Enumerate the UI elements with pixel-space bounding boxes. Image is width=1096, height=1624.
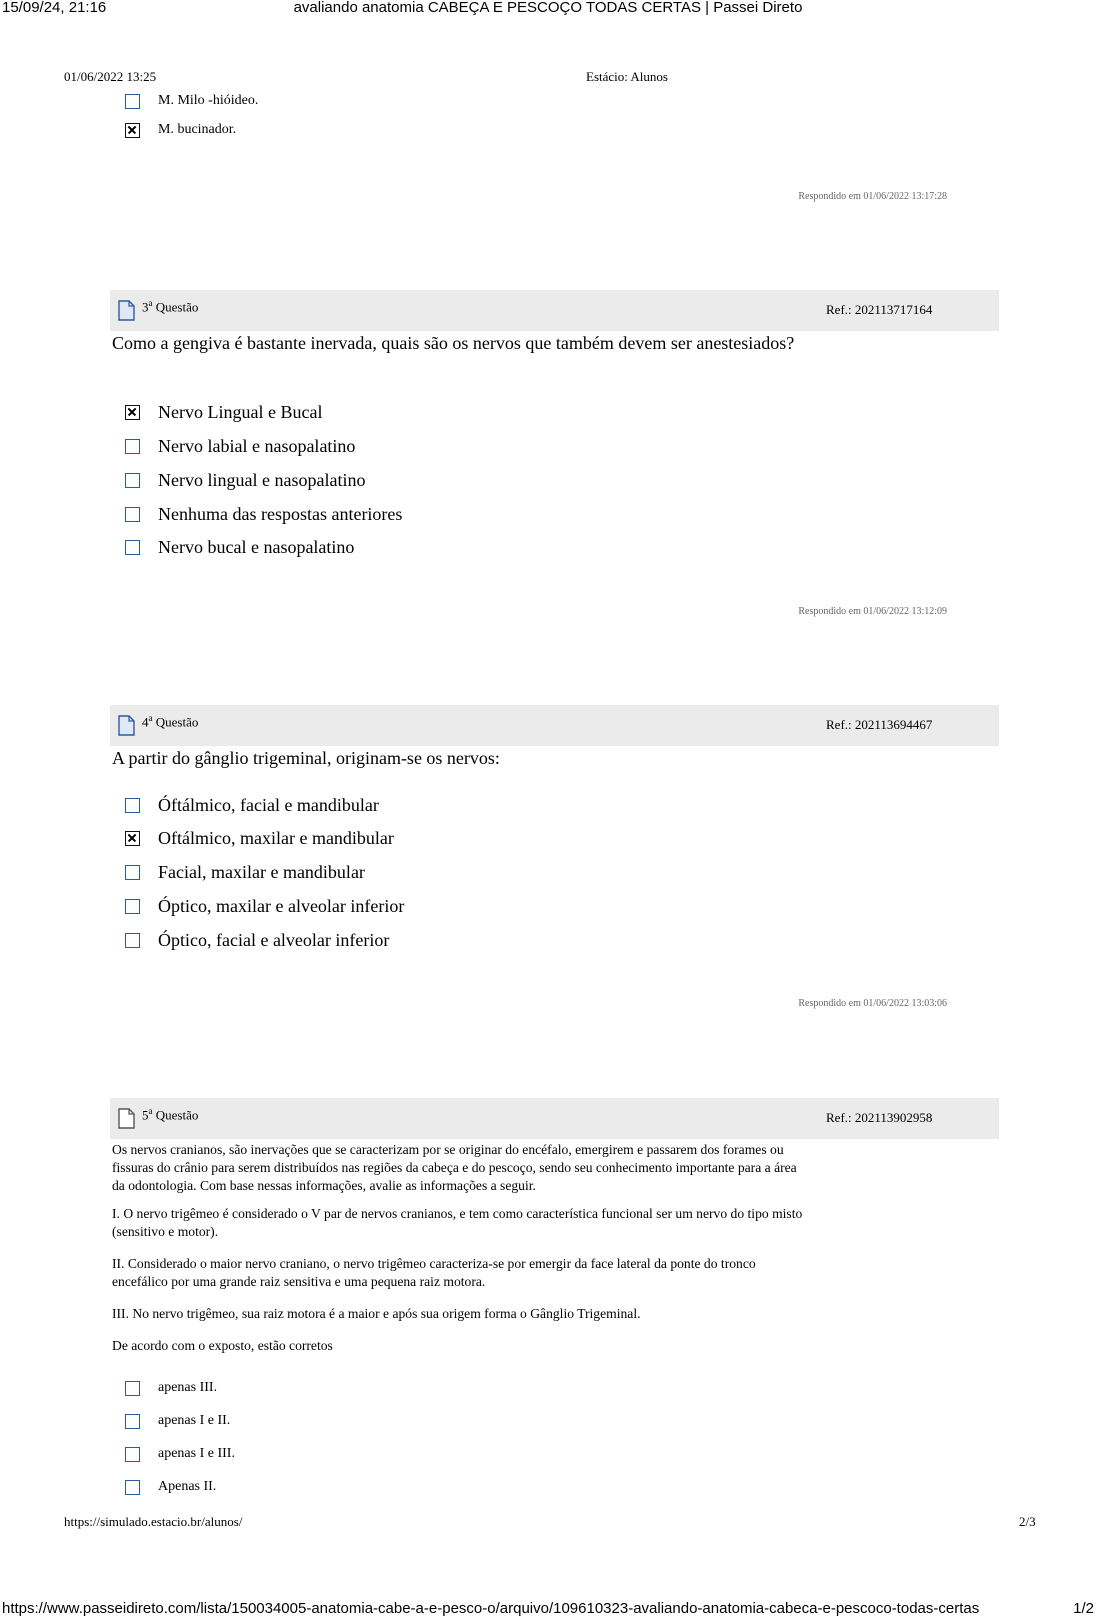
checkbox-icon bbox=[125, 899, 140, 914]
checkbox-icon bbox=[125, 865, 140, 880]
q3-option[interactable] bbox=[125, 535, 354, 559]
checkbox-icon bbox=[125, 439, 140, 454]
print-footer-page: 1/2 bbox=[1073, 1600, 1094, 1617]
checked-checkbox-icon bbox=[125, 831, 140, 846]
question-statement: I. O nervo trigêmeo é considerado o V par de nervos cranianos, e tem como característica funcional ser um nervo do tipo misto (sensitivo e motor). bbox=[112, 1206, 803, 1239]
print-page-title: avaliando anatomia CABEÇA E PESCOÇO TODAS CERTAS | Passei Direto bbox=[293, 0, 803, 16]
q5-option-label: Apenas II. bbox=[158, 1479, 217, 1494]
question-statement: III. No nervo trigêmeo, sua raiz motora é a maior e após sua origem forma o Gânglio Trigeminal. bbox=[112, 1306, 641, 1321]
q2-answered-timestamp: Respondido em 01/06/2022 13:17:28 bbox=[798, 191, 947, 202]
q5-option[interactable] bbox=[125, 1409, 230, 1433]
question-header-bar bbox=[110, 290, 999, 331]
q3-option-label: Nervo bucal e nasopalatino bbox=[158, 536, 355, 557]
q5-option-label: apenas I e II. bbox=[158, 1413, 231, 1428]
print-footer bbox=[0, 1600, 1096, 1622]
q4-option[interactable] bbox=[125, 928, 389, 952]
q4-option-label: Óptico, maxilar e alveolar inferior bbox=[158, 895, 405, 916]
q2-option-label: M. bucinador. bbox=[158, 122, 237, 137]
q2-option-label: M. Milo -hióideo. bbox=[158, 93, 259, 108]
q5-option[interactable] bbox=[125, 1376, 217, 1400]
q3-option[interactable] bbox=[125, 434, 355, 458]
checkbox-icon bbox=[125, 1414, 140, 1429]
question-number: 5$^a$ Questão bbox=[142, 1106, 199, 1123]
q4-answered-timestamp: Respondido em 01/06/2022 13:03:06 bbox=[798, 998, 947, 1009]
question-text: A partir do gânglio trigeminal, originam-se os nervos: bbox=[112, 748, 500, 768]
q3-option-label: Nervo Lingual e Bucal bbox=[158, 401, 323, 422]
question-statement: II. Considerado o maior nervo craniano, o nervo trigêmeo caracteriza-se por emergir da face lateral da ponte do tronco encefálico por uma grande raiz sensitiva e uma pequena raiz motora. bbox=[112, 1256, 756, 1289]
doc-site-name: Estácio: Alunos bbox=[586, 69, 668, 84]
document-icon bbox=[118, 715, 135, 736]
question-ref: Ref.: 202113902958 bbox=[826, 1110, 933, 1125]
question-paragraph: Os nervos cranianos, são inervações que se caracterizam por se originar do encéfalo, emergirem e passarem dos forames ou fissuras do crânio para serem distribuídos nas regiões da cabeça e do pescoço, sendo seu conhecimento importante para a área da odontologia. Com base nessas informações, avalie as informações a seguir. bbox=[112, 1142, 797, 1193]
checkbox-icon bbox=[125, 473, 140, 488]
q4-option-label: Óftálmico, facial e mandibular bbox=[158, 794, 379, 815]
question-header-bar bbox=[110, 1098, 999, 1139]
q3-option[interactable] bbox=[125, 468, 365, 492]
checkbox-icon bbox=[125, 1480, 140, 1495]
checked-checkbox-icon bbox=[125, 405, 140, 420]
q5-option-label: apenas I e III. bbox=[158, 1446, 235, 1461]
q2-option[interactable] bbox=[125, 118, 236, 142]
checkbox-icon bbox=[125, 94, 140, 109]
q4-option-label: Oftálmico, maxilar e mandibular bbox=[158, 827, 394, 848]
question-ref: Ref.: 202113717164 bbox=[826, 302, 933, 317]
q3-answered-timestamp: Respondido em 01/06/2022 13:12:09 bbox=[798, 606, 947, 617]
question-number: 4$^a$ Questão bbox=[142, 713, 199, 730]
q5-option[interactable] bbox=[125, 1442, 235, 1466]
print-header bbox=[0, 0, 1096, 18]
print-footer-url: https://www.passeidireto.com/lista/150034005-anatomia-cabe-a-e-pesco-o/arquivo/109610323-avaliando-anatomia-cabeca-e-pescoco-todas-certas bbox=[2, 1600, 980, 1617]
q3-option-label: Nervo labial e nasopalatino bbox=[158, 435, 356, 456]
checkbox-icon bbox=[125, 933, 140, 948]
q4-option[interactable] bbox=[125, 894, 404, 918]
doc-footer-page: 2/3 bbox=[1019, 1514, 1036, 1529]
question-text: Como a gengiva é bastante inervada, quais são os nervos que também devem ser anestesiados? bbox=[112, 333, 795, 353]
q4-option[interactable] bbox=[125, 860, 365, 884]
document-icon bbox=[118, 300, 135, 321]
q4-option[interactable] bbox=[125, 793, 379, 817]
question-ref: Ref.: 202113694467 bbox=[826, 717, 933, 732]
doc-datetime: 01/06/2022 13:25 bbox=[64, 69, 157, 84]
checked-checkbox-icon bbox=[125, 123, 140, 138]
q5-option-label: apenas III. bbox=[158, 1380, 218, 1395]
q4-option[interactable] bbox=[125, 826, 394, 850]
checkbox-icon bbox=[125, 798, 140, 813]
q3-option-label: Nenhuma das respostas anteriores bbox=[158, 503, 403, 524]
q3-option-label: Nervo lingual e nasopalatino bbox=[158, 469, 366, 490]
question-number: 3$^a$ Questão bbox=[142, 298, 199, 315]
checkbox-icon bbox=[125, 1381, 140, 1396]
q2-option[interactable] bbox=[125, 89, 258, 113]
q5-option[interactable] bbox=[125, 1475, 216, 1499]
q3-option[interactable] bbox=[125, 400, 322, 424]
q4-option-label: Óptico, facial e alveolar inferior bbox=[158, 929, 390, 950]
question-header-bar bbox=[110, 705, 999, 746]
question-prompt: De acordo com o exposto, estão corretos bbox=[112, 1338, 333, 1353]
q4-option-label: Facial, maxilar e mandibular bbox=[158, 861, 365, 882]
q3-option[interactable] bbox=[125, 502, 402, 526]
checkbox-icon bbox=[125, 540, 140, 555]
doc-footer-url: https://simulado.estacio.br/alunos/ bbox=[64, 1514, 243, 1529]
print-datetime: 15/09/24, 21:16 bbox=[2, 0, 107, 16]
checkbox-icon bbox=[125, 507, 140, 522]
checkbox-icon bbox=[125, 1447, 140, 1462]
document-icon bbox=[118, 1108, 135, 1129]
